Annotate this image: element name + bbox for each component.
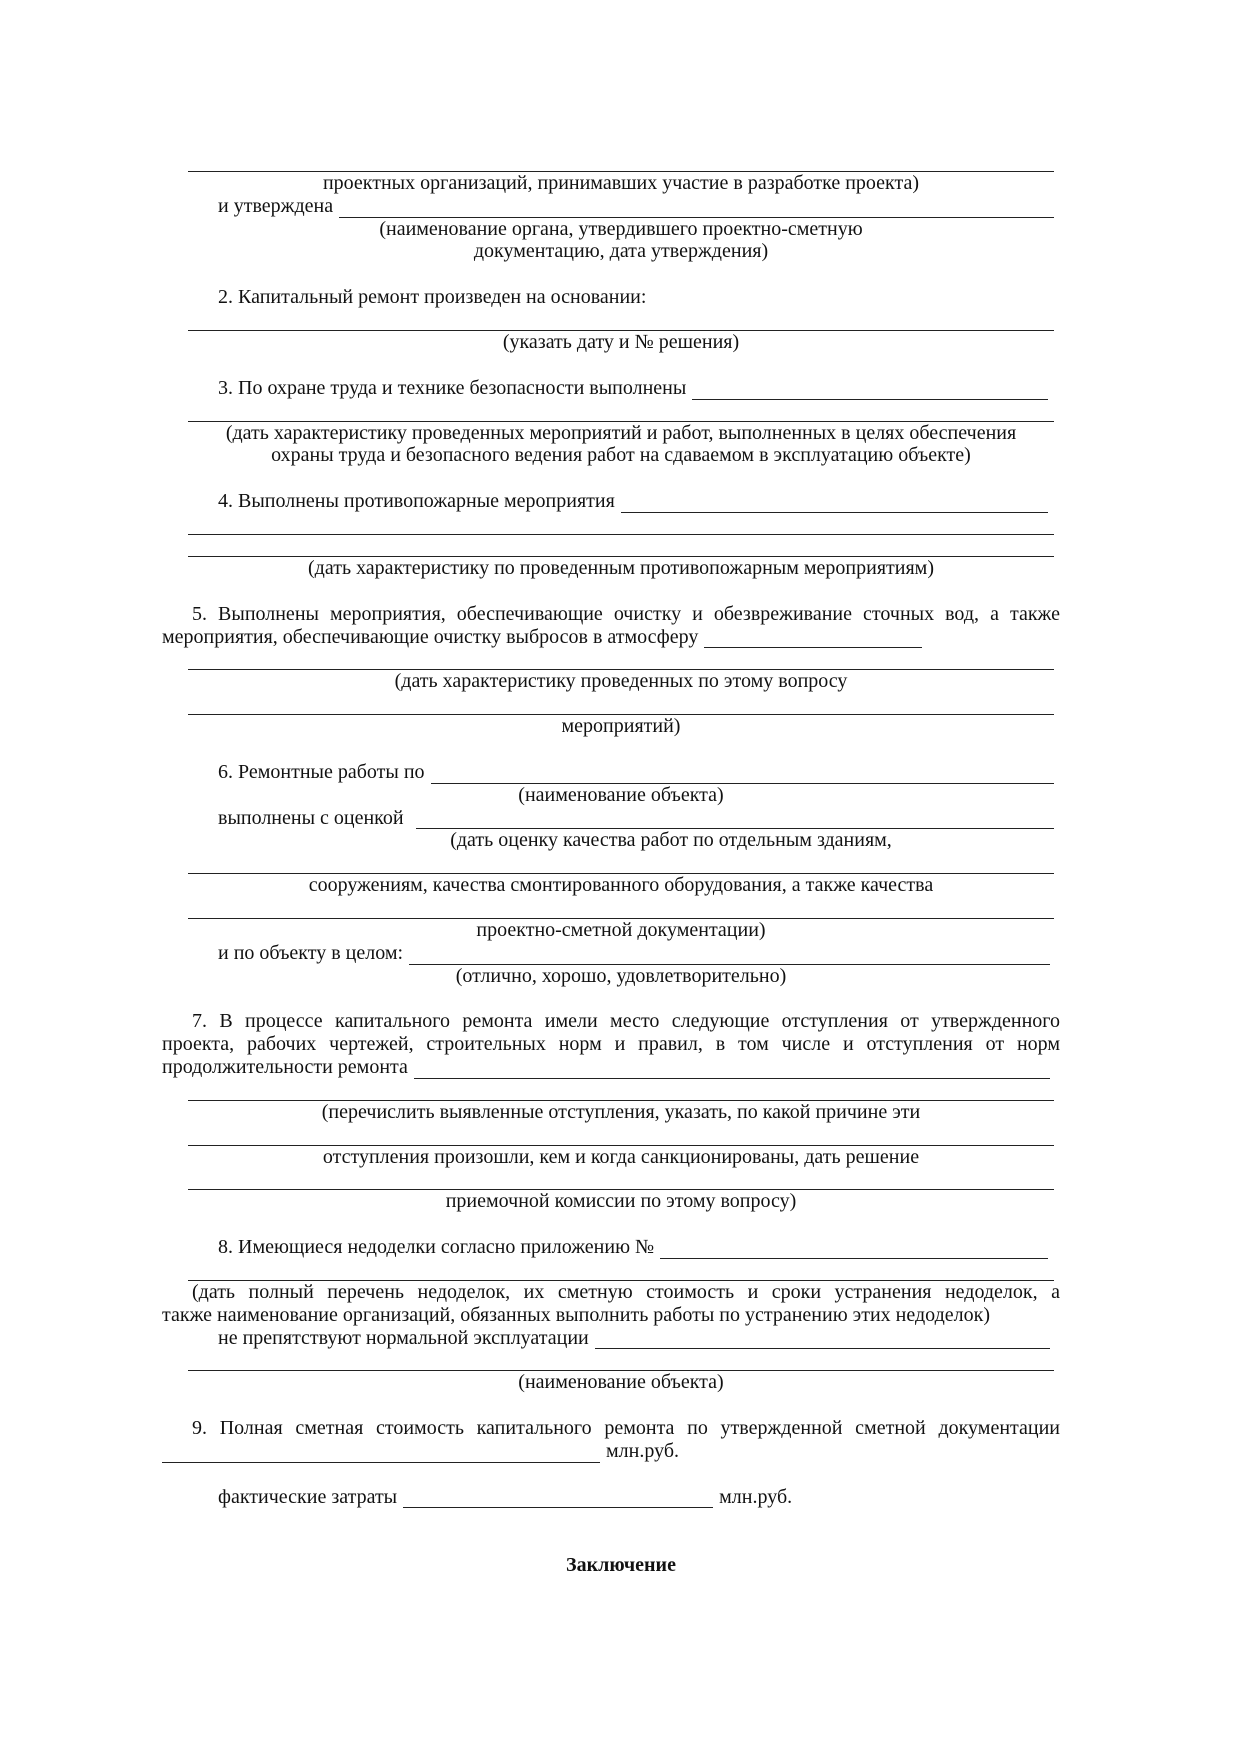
caption: (дать полный перечень недоделок, их сметную стоимость и сроки устранения недоделок, а bbox=[192, 1280, 1060, 1303]
safety-field[interactable] bbox=[692, 380, 1048, 400]
blank-line[interactable] bbox=[188, 693, 1054, 715]
repair-object-field[interactable] bbox=[431, 764, 1054, 784]
deviations-field[interactable] bbox=[414, 1059, 1050, 1079]
unit-label: млн.руб. bbox=[606, 1439, 679, 1462]
appendix-number-field[interactable] bbox=[660, 1239, 1048, 1259]
section-9-line: 9. Полная сметная стоимость капитального ремонта по утвержденной сметной документации bbox=[192, 1417, 1060, 1440]
field-label: и по объекту в целом: bbox=[218, 941, 404, 964]
fire-safety-field[interactable] bbox=[621, 493, 1048, 513]
field-label: не препятствуют нормальной эксплуатации bbox=[218, 1326, 589, 1349]
caption: проектно-сметной документации) bbox=[476, 918, 766, 941]
blank-line[interactable] bbox=[188, 648, 1054, 670]
section-6-row bbox=[188, 761, 1054, 784]
caption: также наименование организаций, обязанных выполнить работы по устранению этих недоделок) bbox=[162, 1303, 990, 1326]
caption: (наименование объекта) bbox=[518, 783, 724, 806]
caption: приемочной комиссии по этому вопросу) bbox=[445, 1190, 797, 1213]
blank-line[interactable] bbox=[188, 400, 1054, 422]
caption: охраны труда и безопасного ведения работ на сдаваемом в эксплуатацию объекте) bbox=[271, 444, 971, 467]
section-5-row bbox=[162, 626, 1054, 649]
rating-field[interactable] bbox=[416, 809, 1054, 829]
operation-field[interactable] bbox=[595, 1329, 1050, 1349]
caption: документацию, дата утверждения) bbox=[473, 240, 769, 263]
blank-line[interactable] bbox=[188, 150, 1054, 172]
caption: проектных организаций, принимавших участие в разработке проекта) bbox=[322, 172, 920, 194]
caption: сооружениям, качества смонтированного оборудования, а также качества bbox=[308, 874, 934, 897]
blank-line[interactable] bbox=[188, 309, 1054, 331]
blank-line[interactable] bbox=[188, 1349, 1054, 1371]
section-7-line: проекта, рабочих чертежей, строительных норм и правил, в том числе и отступления от норм bbox=[162, 1033, 1060, 1056]
approved-row bbox=[188, 195, 1054, 218]
blank-line[interactable] bbox=[188, 535, 1054, 557]
conclusion-heading: Заключение bbox=[566, 1554, 676, 1577]
field-label: 4. Выполнены противопожарные мероприятия bbox=[218, 490, 615, 513]
field-label: продолжительности ремонта bbox=[162, 1055, 408, 1078]
blank-line[interactable] bbox=[188, 897, 1054, 919]
rated-row bbox=[188, 807, 1054, 830]
approved-by-field[interactable] bbox=[339, 198, 1054, 218]
blank-line[interactable] bbox=[188, 1259, 1054, 1281]
actual-cost-field[interactable] bbox=[403, 1488, 713, 1508]
overall-rating-field[interactable] bbox=[409, 945, 1050, 965]
section-8-row bbox=[188, 1236, 1054, 1259]
unit-label: млн.руб. bbox=[719, 1485, 793, 1508]
field-label: и утверждена bbox=[218, 194, 334, 217]
overall-row bbox=[188, 942, 1054, 965]
field-label: 8. Имеющиеся недоделки согласно приложению № bbox=[218, 1236, 655, 1259]
document-page bbox=[162, 150, 1060, 1577]
section-2-title: 2. Капитальный ремонт произведен на основании: bbox=[218, 286, 647, 309]
actual-cost-row bbox=[188, 1486, 1054, 1509]
field-label: выполнены с оценкой bbox=[218, 806, 404, 829]
caption: (наименование объекта) bbox=[518, 1371, 724, 1394]
section-5-line: 5. Выполнены мероприятия, обеспечивающие очистку и обезвреживание сточных вод, а также bbox=[192, 602, 1060, 625]
field-label: мероприятия, обеспечивающие очистку выбросов в атмосферу bbox=[162, 625, 699, 648]
section-7-row bbox=[162, 1056, 1054, 1079]
caption: (дать характеристику проведенных мероприятий и работ, выполненных в целях обеспечения bbox=[225, 421, 1017, 444]
blank-line[interactable] bbox=[188, 513, 1054, 535]
caption: (указать дату и № решения) bbox=[502, 330, 740, 353]
caption: (перечислить выявленные отступления, указать, по какой причине эти bbox=[321, 1100, 921, 1123]
blank-line[interactable] bbox=[188, 1168, 1054, 1190]
emissions-field[interactable] bbox=[704, 628, 922, 648]
field-label: 6. Ремонтные работы по bbox=[218, 760, 425, 783]
caption: (наименование органа, утвердившего проектно-сметную bbox=[379, 217, 863, 240]
estimated-cost-field[interactable] bbox=[162, 1443, 600, 1463]
section-4-row bbox=[188, 490, 1054, 513]
section-9-cost-row bbox=[162, 1440, 1054, 1463]
caption: (отлично, хорошо, удовлетворительно) bbox=[455, 964, 787, 987]
field-label: фактические затраты bbox=[218, 1485, 398, 1508]
caption: (дать оценку качества работ по отдельным зданиям, bbox=[450, 829, 892, 852]
blank-line[interactable] bbox=[188, 1124, 1054, 1146]
blank-line[interactable] bbox=[188, 1079, 1054, 1101]
caption: (дать характеристику проведенных по этому вопросу bbox=[394, 670, 848, 693]
caption: (дать характеристику по проведенным противопожарным мероприятиям) bbox=[308, 556, 934, 579]
section-3-row bbox=[188, 377, 1054, 400]
field-label: 3. По охране труда и технике безопасности выполнены bbox=[218, 376, 687, 399]
blank-line[interactable] bbox=[188, 852, 1054, 874]
caption: отступления произошли, кем и когда санкционированы, дать решение bbox=[322, 1145, 920, 1168]
section-8-operation-row bbox=[188, 1327, 1054, 1350]
section-7-line: 7. В процессе капитального ремонта имели место следующие отступления от утвержденного bbox=[192, 1010, 1060, 1033]
caption: мероприятий) bbox=[561, 715, 681, 738]
